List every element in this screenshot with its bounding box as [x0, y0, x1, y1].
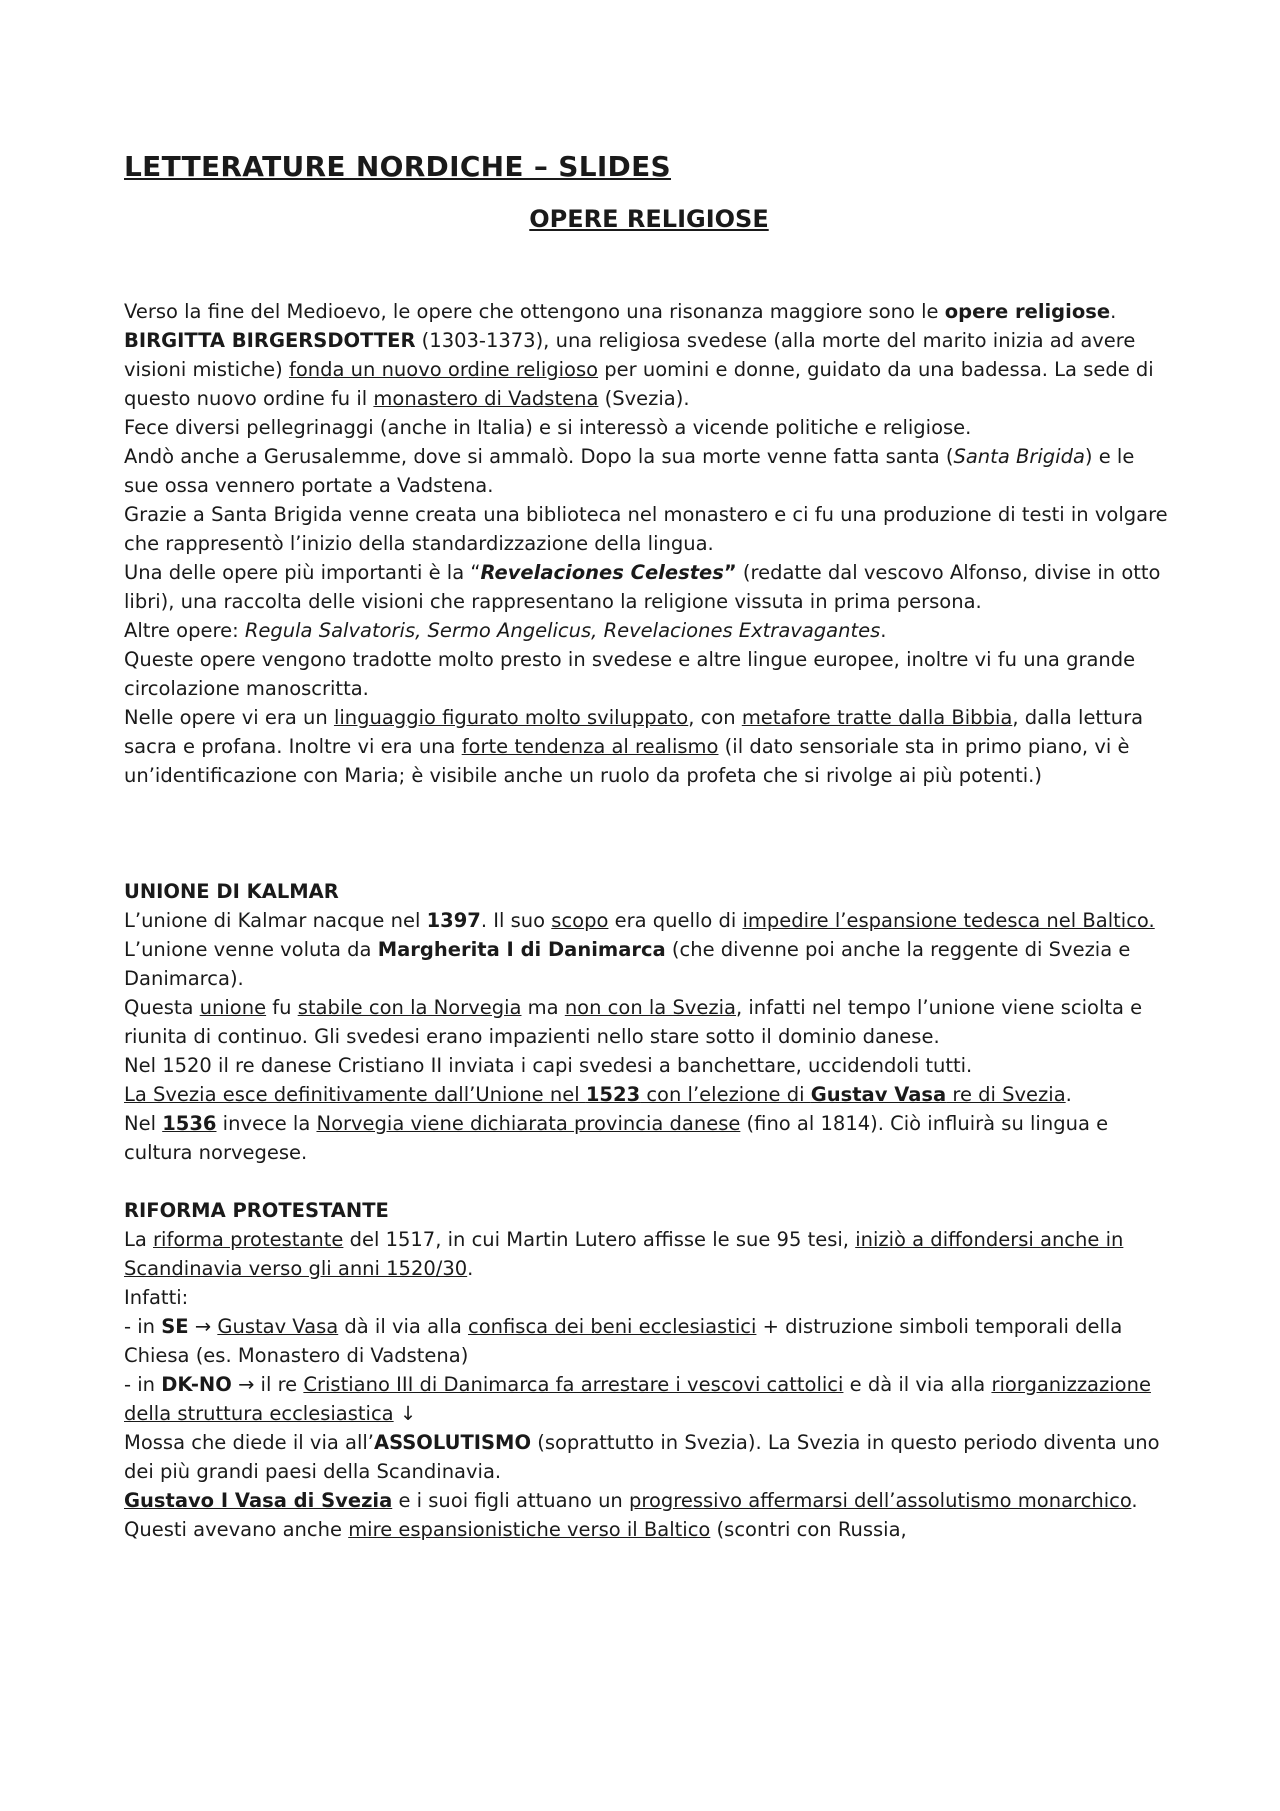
- paragraph-assolutismo: Mossa che diede il via all’ASSOLUTISMO (soprattutto in Svezia). La Svezia in questo periodo diventa uno dei più grandi paesi della Scandinavia.: [124, 1431, 1160, 1483]
- paragraph-kalmar-margherita: L’unione venne voluta da Margherita I di Danimarca (che divenne poi anche la reggente di Svezia e Danimarca).: [124, 938, 1131, 990]
- heading-riforma-protestante: RIFORMA PROTESTANTE: [124, 1199, 389, 1222]
- heading-unione-kalmar: UNIONE DI KALMAR: [124, 880, 339, 903]
- section-opere-religiose: [124, 297, 1174, 790]
- spacer: [124, 1167, 1174, 1196]
- paragraph-traduzioni: Queste opere vengono tradotte molto presto in svedese e altre lingue europee, inoltre vi fu una grande circolazione manoscritta.: [124, 648, 1136, 700]
- paragraph-altre-opere: Altre opere: Regula Salvatoris, Sermo Angelicus, Revelaciones Extravagantes.: [124, 619, 887, 642]
- document-page: [124, 150, 1174, 1544]
- paragraph-intro: Verso la fine del Medioevo, le opere che ottengono una risonanza maggiore sono le opere religiose.: [124, 300, 1117, 323]
- arrow-right-icon: → il re: [231, 1373, 304, 1396]
- arrow-down-icon: ↓: [393, 1402, 417, 1425]
- paragraph-kalmar-1523: La Svezia esce definitivamente dall’Unione nel 1523 con l’elezione di Gustav Vasa re di Svezia.: [124, 1083, 1072, 1106]
- list-item-svezia: - in SE → Gustav Vasa dà il via alla confisca dei beni ecclesiastici + distruzione simboli temporali della Chiesa (es. Monastero di Vadstena): [124, 1315, 1123, 1367]
- section-unione-kalmar: [124, 877, 1174, 1167]
- paragraph-revelaciones: Una delle opere più importanti è la “Revelaciones Celestes” (redatte dal vescovo Alfonso, divise in otto libri), una raccolta delle visioni che rappresentano la religione vissuta in prima persona.: [124, 561, 1161, 613]
- paragraph-birgitta: BIRGITTA BIRGERSDOTTER (1303-1373), una religiosa svedese (alla morte del marito inizia ad avere visioni mistiche) fonda un nuovo ordine religioso per uomini e donne, guidato da una badessa. La sede di questo nuovo ordine fu il monastero di Vadstena (Svezia).: [124, 329, 1154, 410]
- document-title: LETTERATURE NORDICHE – SLIDES: [124, 150, 671, 183]
- paragraph-infatti: Infatti:: [124, 1286, 189, 1309]
- paragraph-kalmar-1536: Nel 1536 invece la Norvegia viene dichiarata provincia danese (fino al 1814). Ciò influirà su lingua e cultura norvegese.: [124, 1112, 1109, 1164]
- paragraph-biblioteca: Grazie a Santa Brigida venne creata una biblioteca nel monastero e ci fu una produzione di testi in volgare che rappresentò l’inizio della standardizzazione della lingua.: [124, 503, 1168, 555]
- paragraph-pellegrinaggi: Fece diversi pellegrinaggi (anche in Italia) e si interessò a vicende politiche e religiose.: [124, 416, 972, 439]
- paragraph-gustavo-vasa: Gustavo I Vasa di Svezia e i suoi figli attuano un progressivo affermarsi dell’assolutismo monarchico. Questi avevano anche mire espansionistiche verso il Baltico (scontri con Russia,: [124, 1489, 1138, 1541]
- paragraph-riforma-1517: La riforma protestante del 1517, in cui Martin Lutero affisse le sue 95 tesi, iniziò a diffondersi anche in Scandinavia verso gli anni 1520/30.: [124, 1228, 1124, 1280]
- paragraph-kalmar-1520: Nel 1520 il re danese Cristiano II inviata i capi svedesi a banchettare, uccidendoli tutti.: [124, 1054, 973, 1077]
- paragraph-linguaggio: Nelle opere vi era un linguaggio figurato molto sviluppato, con metafore tratte dalla Bibbia, dalla lettura sacra e profana. Inoltre vi era una forte tendenza al realismo (il dato sensoriale sta in primo piano, vi è un’identificazione con Maria; è visibile anche un ruolo da profeta che si rivolge ai più potenti.): [124, 706, 1144, 787]
- paragraph-kalmar-origine: L’unione di Kalmar nacque nel 1397. Il suo scopo era quello di impedire l’espansione tedesca nel Baltico.: [124, 909, 1155, 932]
- paragraph-gerusalemme: Andò anche a Gerusalemme, dove si ammalò. Dopo la sua morte venne fatta santa (Santa Brigida) e le sue ossa vennero portate a Vadstena.: [124, 445, 1135, 497]
- section-riforma-protestante: [124, 1196, 1174, 1544]
- spacer: [124, 790, 1174, 877]
- arrow-right-icon: →: [188, 1315, 218, 1338]
- birgitta-name: BIRGITTA BIRGERSDOTTER: [124, 329, 416, 352]
- list-item-danimarca-norvegia: - in DK-NO → il re Cristiano III di Danimarca fa arrestare i vescovi cattolici e dà il via alla riorganizzazione della struttura ecclesiastica ↓: [124, 1373, 1151, 1425]
- section-title-opere-religiose: OPERE RELIGIOSE: [529, 205, 769, 233]
- paragraph-kalmar-stabilita: Questa unione fu stabile con la Norvegia ma non con la Svezia, infatti nel tempo l’unione viene sciolta e riunita di continuo. Gli svedesi erano impazienti nello stare sotto il dominio danese.: [124, 996, 1143, 1048]
